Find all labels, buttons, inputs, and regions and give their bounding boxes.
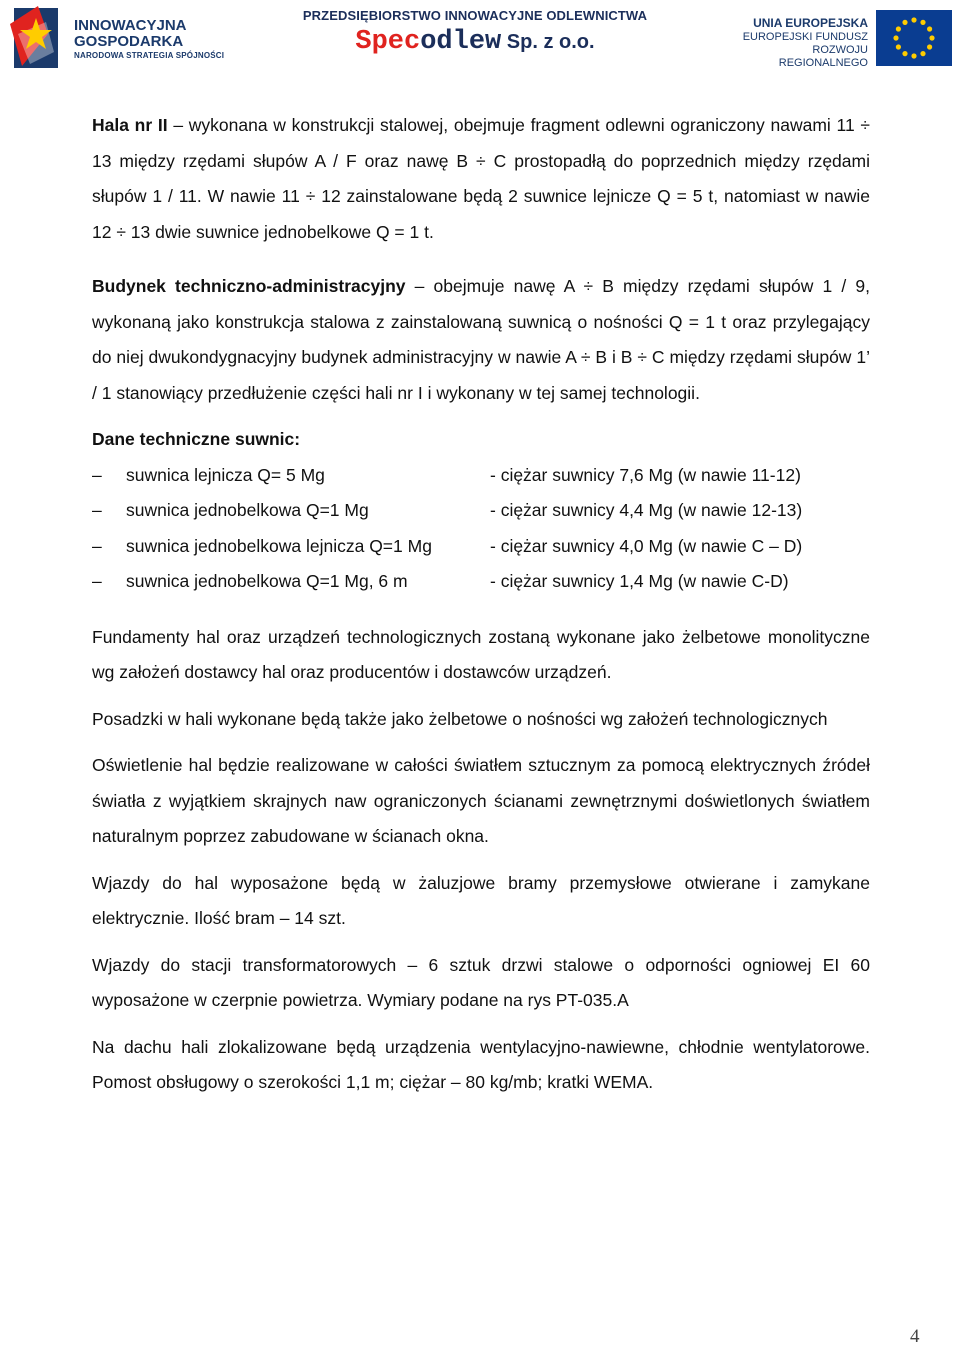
crane-name: suwnica lejnicza Q= 5 Mg (126, 464, 325, 485)
crane-row (92, 458, 870, 494)
foundations-paragraph: Fundamenty hal oraz urządzeń technologicznych zostaną wykonane jako żelbetowe monolityczne wg założeń dostawcy hal oraz producentów i dostawców urządzeń. (92, 626, 870, 682)
crane-row (92, 564, 870, 600)
lighting-paragraph: Oświetlenie hal będzie realizowane w całości światłem sztucznym za pomocą elektrycznych źródeł światła z wyjątkiem skrajnych naw ograniczonych ścianami zewnętrznymi doświetlonych światłem naturalnym poprzez zabudowane w ścianach okna. (92, 755, 870, 846)
logo-right-line2: EUROPEJSKI FUNDUSZ (742, 31, 868, 43)
floors-paragraph: Posadzki w hali wykonane będą także jako żelbetowe o nośności wg założeń technologicznych (92, 708, 828, 729)
eu-logo (728, 14, 954, 70)
crane-row (92, 493, 870, 529)
crane-dash: – (92, 571, 102, 591)
crane-name: suwnica jednobelkowa Q=1 Mg (126, 500, 369, 520)
crane-weight: - ciężar suwnicy 4,0 Mg (w nawie C – D) (490, 535, 803, 556)
crane-name: suwnica jednobelkowa lejnicza Q=1 Mg (126, 535, 432, 556)
innowacyjna-gospodarka-logo (8, 4, 228, 74)
crane-weight: - ciężar suwnicy 7,6 Mg (w nawie 11-12) (490, 464, 801, 485)
crane-weight: - ciężar suwnicy 1,4 Mg (w nawie C-D) (490, 571, 789, 591)
hall-ii-lead: Hala nr II (92, 115, 168, 135)
transformer-entrances-paragraph: Wjazdy do stacji transformatorowych – 6 sztuk drzwi stalowe o odporności ogniowej EI 60 wyposażone w czerpnie powietrza. Wymiary podane na rys PT-035.A (92, 954, 870, 1010)
company-brand (270, 27, 680, 57)
hall-ii-paragraph (92, 108, 870, 250)
page-header (0, 0, 960, 80)
logo-right-line3: ROZWOJU REGIONALNEGO (778, 44, 868, 69)
crane-row (92, 529, 870, 565)
logo-left-line1: INNOWACYJNA (74, 17, 187, 34)
brand-suffix: Sp. z o.o. (501, 31, 595, 53)
document-body (92, 108, 870, 1101)
crane-dash: – (92, 535, 102, 556)
logo-left-line3: NARODOWA STRATEGIA SPÓJNOŚCI (74, 51, 225, 60)
logo-right-line1: UNIA EUROPEJSKA (753, 16, 868, 30)
hall-ii-text: – wykonana w konstrukcji stalowej, obejmuje fragment odlewni ograniczony nawami 11 ÷ 13 między rzędami słupów A / F oraz nawę B ÷ C prostopadłą do poprzednich między rzędami słupów 1 / 11. W nawie 11 ÷ 12 zainstalowane będą 2 suwnice lejnicze Q = 5 t, natomiast w nawie 12 ÷ 13 dwie suwnice jednobelkowe Q = 1 t. (92, 115, 870, 242)
crane-dash: – (92, 464, 102, 485)
company-heading (270, 8, 680, 57)
admin-building-lead: Budynek techniczno-administracyjny (92, 276, 406, 296)
roof-paragraph: Na dachu hali zlokalizowane będą urządzenia wentylacyjno-nawiewne, chłodnie wentylatorowe. Pomost obsługowy o szerokości 1,1 m; ciężar – 80 kg/mb; kratki WEMA. (92, 1036, 870, 1092)
logo-star-icon (8, 4, 68, 72)
crane-weight: - ciężar suwnicy 4,4 Mg (w nawie 12-13) (490, 500, 803, 520)
brand-red-part: Spec (355, 27, 421, 57)
page-number: 4 (910, 1326, 920, 1347)
logo-left-line2: GOSPODARKA (74, 33, 184, 50)
company-top-line: PRZEDSIĘBIORSTWO INNOWACYJNE ODLEWNICTWA (302, 8, 648, 23)
brand-dark-part: odlew (420, 27, 502, 57)
crane-name: suwnica jednobelkowa Q=1 Mg, 6 m (126, 571, 408, 591)
eu-flag-icon (876, 10, 952, 66)
admin-building-text: – obejmuje nawę A ÷ B między rzędami słupów 1 / 9, wykonaną jako konstrukcja stalowa z zainstalowaną suwnicą o nośności Q = 1 t oraz przylegający do niej dwukondygnacyjny budynek administracyjny w nawie A ÷ B i B ÷ C między rzędami słupów 1’ / 1 stanowiący przedłużenie części hali nr I i wykonany w tej samej technologii. (92, 276, 870, 403)
crane-list (92, 458, 870, 600)
crane-dash: – (92, 500, 102, 520)
admin-building-paragraph (92, 269, 870, 411)
crane-data-title: Dane techniczne suwnic: (92, 429, 301, 449)
hall-entrances-paragraph: Wjazdy do hal wyposażone będą w żaluzjowe bramy przemysłowe otwierane i zamykane elektrycznie. Ilość bram – 14 szt. (92, 872, 870, 928)
